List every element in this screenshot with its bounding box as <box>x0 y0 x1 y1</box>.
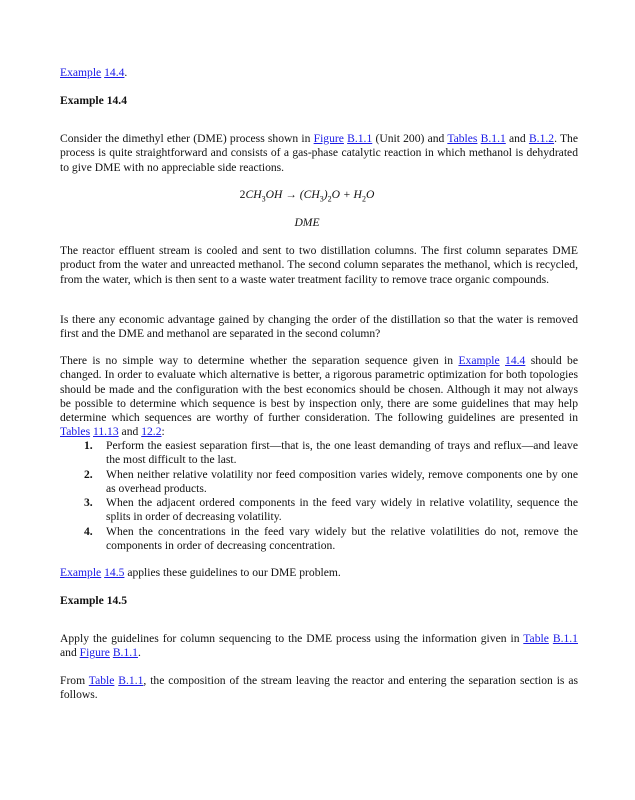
example-14-4-paragraph-1: Consider the dimethyl ether (DME) process shown in Figure B.1.1 (Unit 200) and Tables B.1.1 and B.1.2. The process is quite straightforward and consists of a gas-phase catalytic reaction in which methanol is dehydrated to give DME with no appreciable side reactions. <box>60 132 578 174</box>
example-14-4-paragraph-3: Is there any economic advantage gained by changing the order of the distillation so that the water is removed first and the DME and methanol are separated in the second column? <box>60 313 578 341</box>
link-example[interactable]: Example <box>458 354 500 367</box>
link-table-b11[interactable]: B.1.1 <box>552 632 578 645</box>
list-item <box>60 496 578 525</box>
link-table[interactable]: Table <box>523 632 549 645</box>
intro-line: Example 14.4. <box>60 66 128 79</box>
link-table-b11[interactable]: B.1.1 <box>480 132 506 145</box>
link-figure[interactable]: Figure <box>313 132 344 145</box>
list-text: When the adjacent ordered components in the feed vary widely in relative volatility, sequence the splits in order of decreasing volatility. <box>106 496 578 524</box>
example-14-5-paragraph-2: From Table B.1.1, the composition of the stream leaving the reactor and entering the separation section is as follows. <box>60 674 578 702</box>
link-figure[interactable]: Figure <box>79 646 110 660</box>
link-example-14-4[interactable]: 14.4 <box>505 354 526 367</box>
link-tables[interactable]: Tables <box>447 132 478 145</box>
link-table-b11[interactable]: B.1.1 <box>118 674 144 687</box>
list-text: When neither relative volatility nor feed composition varies widely, remove components one by one as overhead products. <box>106 467 578 495</box>
link-table-b12[interactable]: B.1.2 <box>528 132 555 145</box>
example-14-4-paragraph-4: There is no simple way to determine whether the separation sequence given in Example 14.4 should be changed. In order to evaluate which alternative is better, a rigorous parametric optimization for both topologies should be made and the configuration with the best economics should be chosen. Although it may not always be possible to determine which sequence is best by inspection only, there are some guidelines that may help determine which sequences are worthy of further consideration. The following guidelines are presented in Tables 11.13 and 12.2: <box>60 354 578 439</box>
link-example-14-5[interactable]: 14.5 <box>104 566 125 579</box>
link-table-11-13[interactable]: 11.13 <box>93 425 119 439</box>
list-text: Perform the easiest separation first—that is, the one least demanding of trays and reflux—and leave the most difficult to the last. <box>106 439 578 467</box>
link-figure-b11[interactable]: B.1.1 <box>112 646 138 660</box>
example-14-5-paragraph-1: Apply the guidelines for column sequencing to the DME process using the information given in Table B.1.1 and Figure B.1.1. <box>60 632 578 660</box>
link-example[interactable]: Example <box>60 66 102 79</box>
list-number: 3. <box>84 496 93 510</box>
dme-label: DME <box>294 216 320 229</box>
link-figure-b11[interactable]: B.1.1 <box>347 132 373 145</box>
list-number: 2. <box>84 467 93 481</box>
example-14-4-paragraph-5: Example 14.5 applies these guidelines to our DME problem. <box>60 566 341 579</box>
example-14-5-heading: Example 14.5 <box>60 594 127 607</box>
example-14-4-paragraph-2: The reactor effluent stream is cooled and sent to two distillation columns. The first column separates DME product from the water and unreacted methanol. The second column separates the methanol, which is recycled, from the water, which is then sent to a waste water treatment facility to remove trace organic compounds. <box>60 244 578 286</box>
link-table-12-2[interactable]: 12.2 <box>141 425 162 439</box>
guidelines-list <box>60 439 578 553</box>
example-14-4-heading: Example 14.4 <box>60 94 127 107</box>
link-example[interactable]: Example <box>60 566 102 579</box>
link-table[interactable]: Table <box>88 674 115 687</box>
list-number: 4. <box>84 524 93 538</box>
list-item <box>60 439 578 468</box>
list-item <box>60 525 578 554</box>
link-tables[interactable]: Tables <box>60 425 91 439</box>
list-number: 1. <box>84 439 93 452</box>
reaction-equation: $2CH_3OH \to (CH_3)_2O + H_2O$ <box>239 188 375 204</box>
link-example-number[interactable]: 14.4 <box>104 66 125 79</box>
list-text: When the concentrations in the feed vary widely but the relative volatilities do not, remove the components in order of decreasing concentration. <box>106 524 578 553</box>
list-item <box>60 468 578 497</box>
